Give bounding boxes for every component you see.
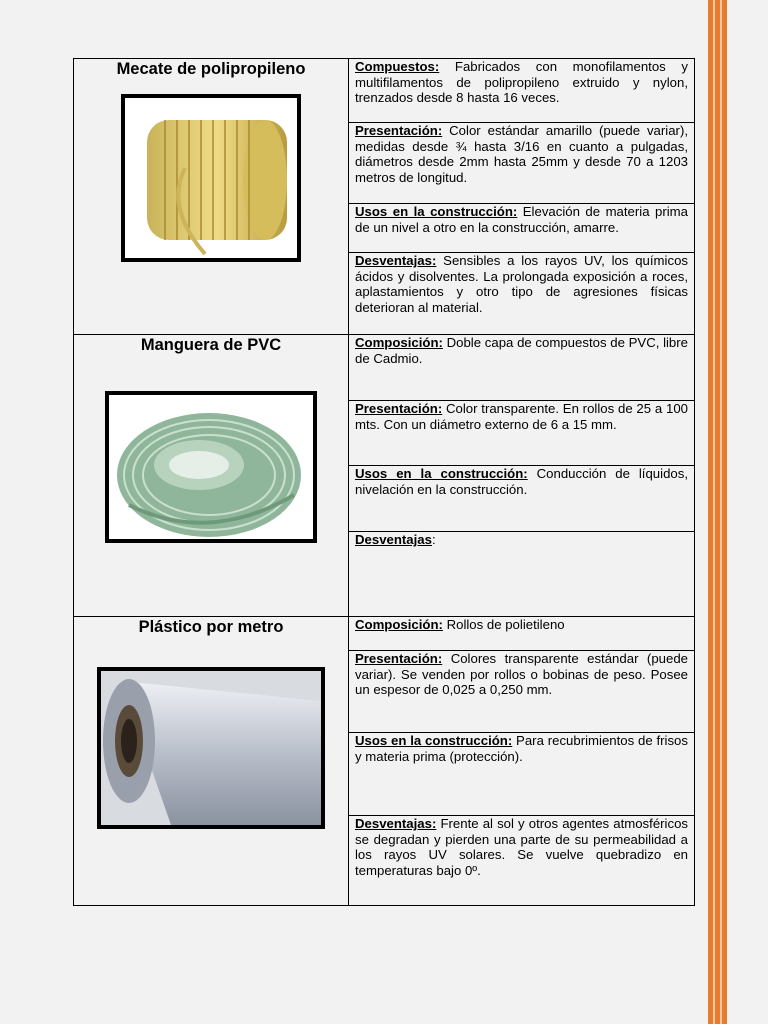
detail-cell: Usos en la construcción: Conducción de líquidos, nivelación en la construcción.: [349, 466, 694, 532]
detail-cell: Presentación: Colores transparente estándar (puede variar). Se venden por rollos o bobinas de peso. Posee un espesor de 0,025 a 0,250 mm.: [349, 651, 694, 733]
material-cell: [74, 335, 349, 617]
detail-cell: Composición: Rollos de polietileno: [349, 617, 694, 651]
detail-cell: Usos en la construcción: Elevación de materia prima de un nivel a otro en la construcción, amarre.: [349, 204, 694, 253]
plastic-roll-photo: [97, 667, 325, 829]
materials-table: [73, 58, 695, 906]
rope-photo: [121, 94, 301, 262]
material-title: Mecate de polipropileno: [116, 60, 306, 78]
material-details: [349, 335, 695, 617]
material-title: Plástico por metro: [138, 618, 284, 636]
detail-cell: Desventajas:: [355, 532, 436, 547]
detail-cell: Compuestos: Fabricados con monofilamentos y multifilamentos de polipropileno extruido y nylon, trenzados desde 8 hasta 16 veces.: [349, 59, 694, 123]
detail-cell: Composición: Doble capa de compuestos de PVC, libre de Cadmio.: [349, 335, 694, 401]
table-row: [74, 617, 695, 906]
material-details: [349, 617, 695, 906]
hose-photo: [105, 391, 317, 543]
table-row: [74, 335, 695, 617]
table-row: [74, 59, 695, 335]
decorative-side-stripes: [708, 0, 768, 1024]
detail-cell: Presentación: Color estándar amarillo (puede variar), medidas desde ¾ hasta 3/16 en cuanto a pulgadas, diámetros desde 2mm hasta 25mm y desde 70 a 1203 metros de longitud.: [349, 123, 694, 204]
material-cell: [74, 59, 349, 335]
detail-cell: Desventajas: Frente al sol y otros agentes atmosféricos se degradan y pierden una parte de su permeabilidad a los rayos UV solares. Se vuelve quebradizo en temperaturas bajo 0º.: [355, 816, 688, 878]
detail-cell: Desventajas: Sensibles a los rayos UV, los químicos ácidos y disolventes. La prolongada exposición a roces, aplastamientos y otro tipo de agresiones físicas deterioran al material.: [355, 253, 688, 315]
detail-cell: Presentación: Color transparente. En rollos de 25 a 100 mts. Con un diámetro externo de 6 a 15 mm.: [349, 401, 694, 466]
material-cell: [74, 617, 349, 906]
material-details: [349, 59, 695, 335]
material-title: Manguera de PVC: [140, 336, 282, 354]
detail-cell: Usos en la construcción: Para recubrimientos de frisos y materia prima (protección).: [349, 733, 694, 816]
